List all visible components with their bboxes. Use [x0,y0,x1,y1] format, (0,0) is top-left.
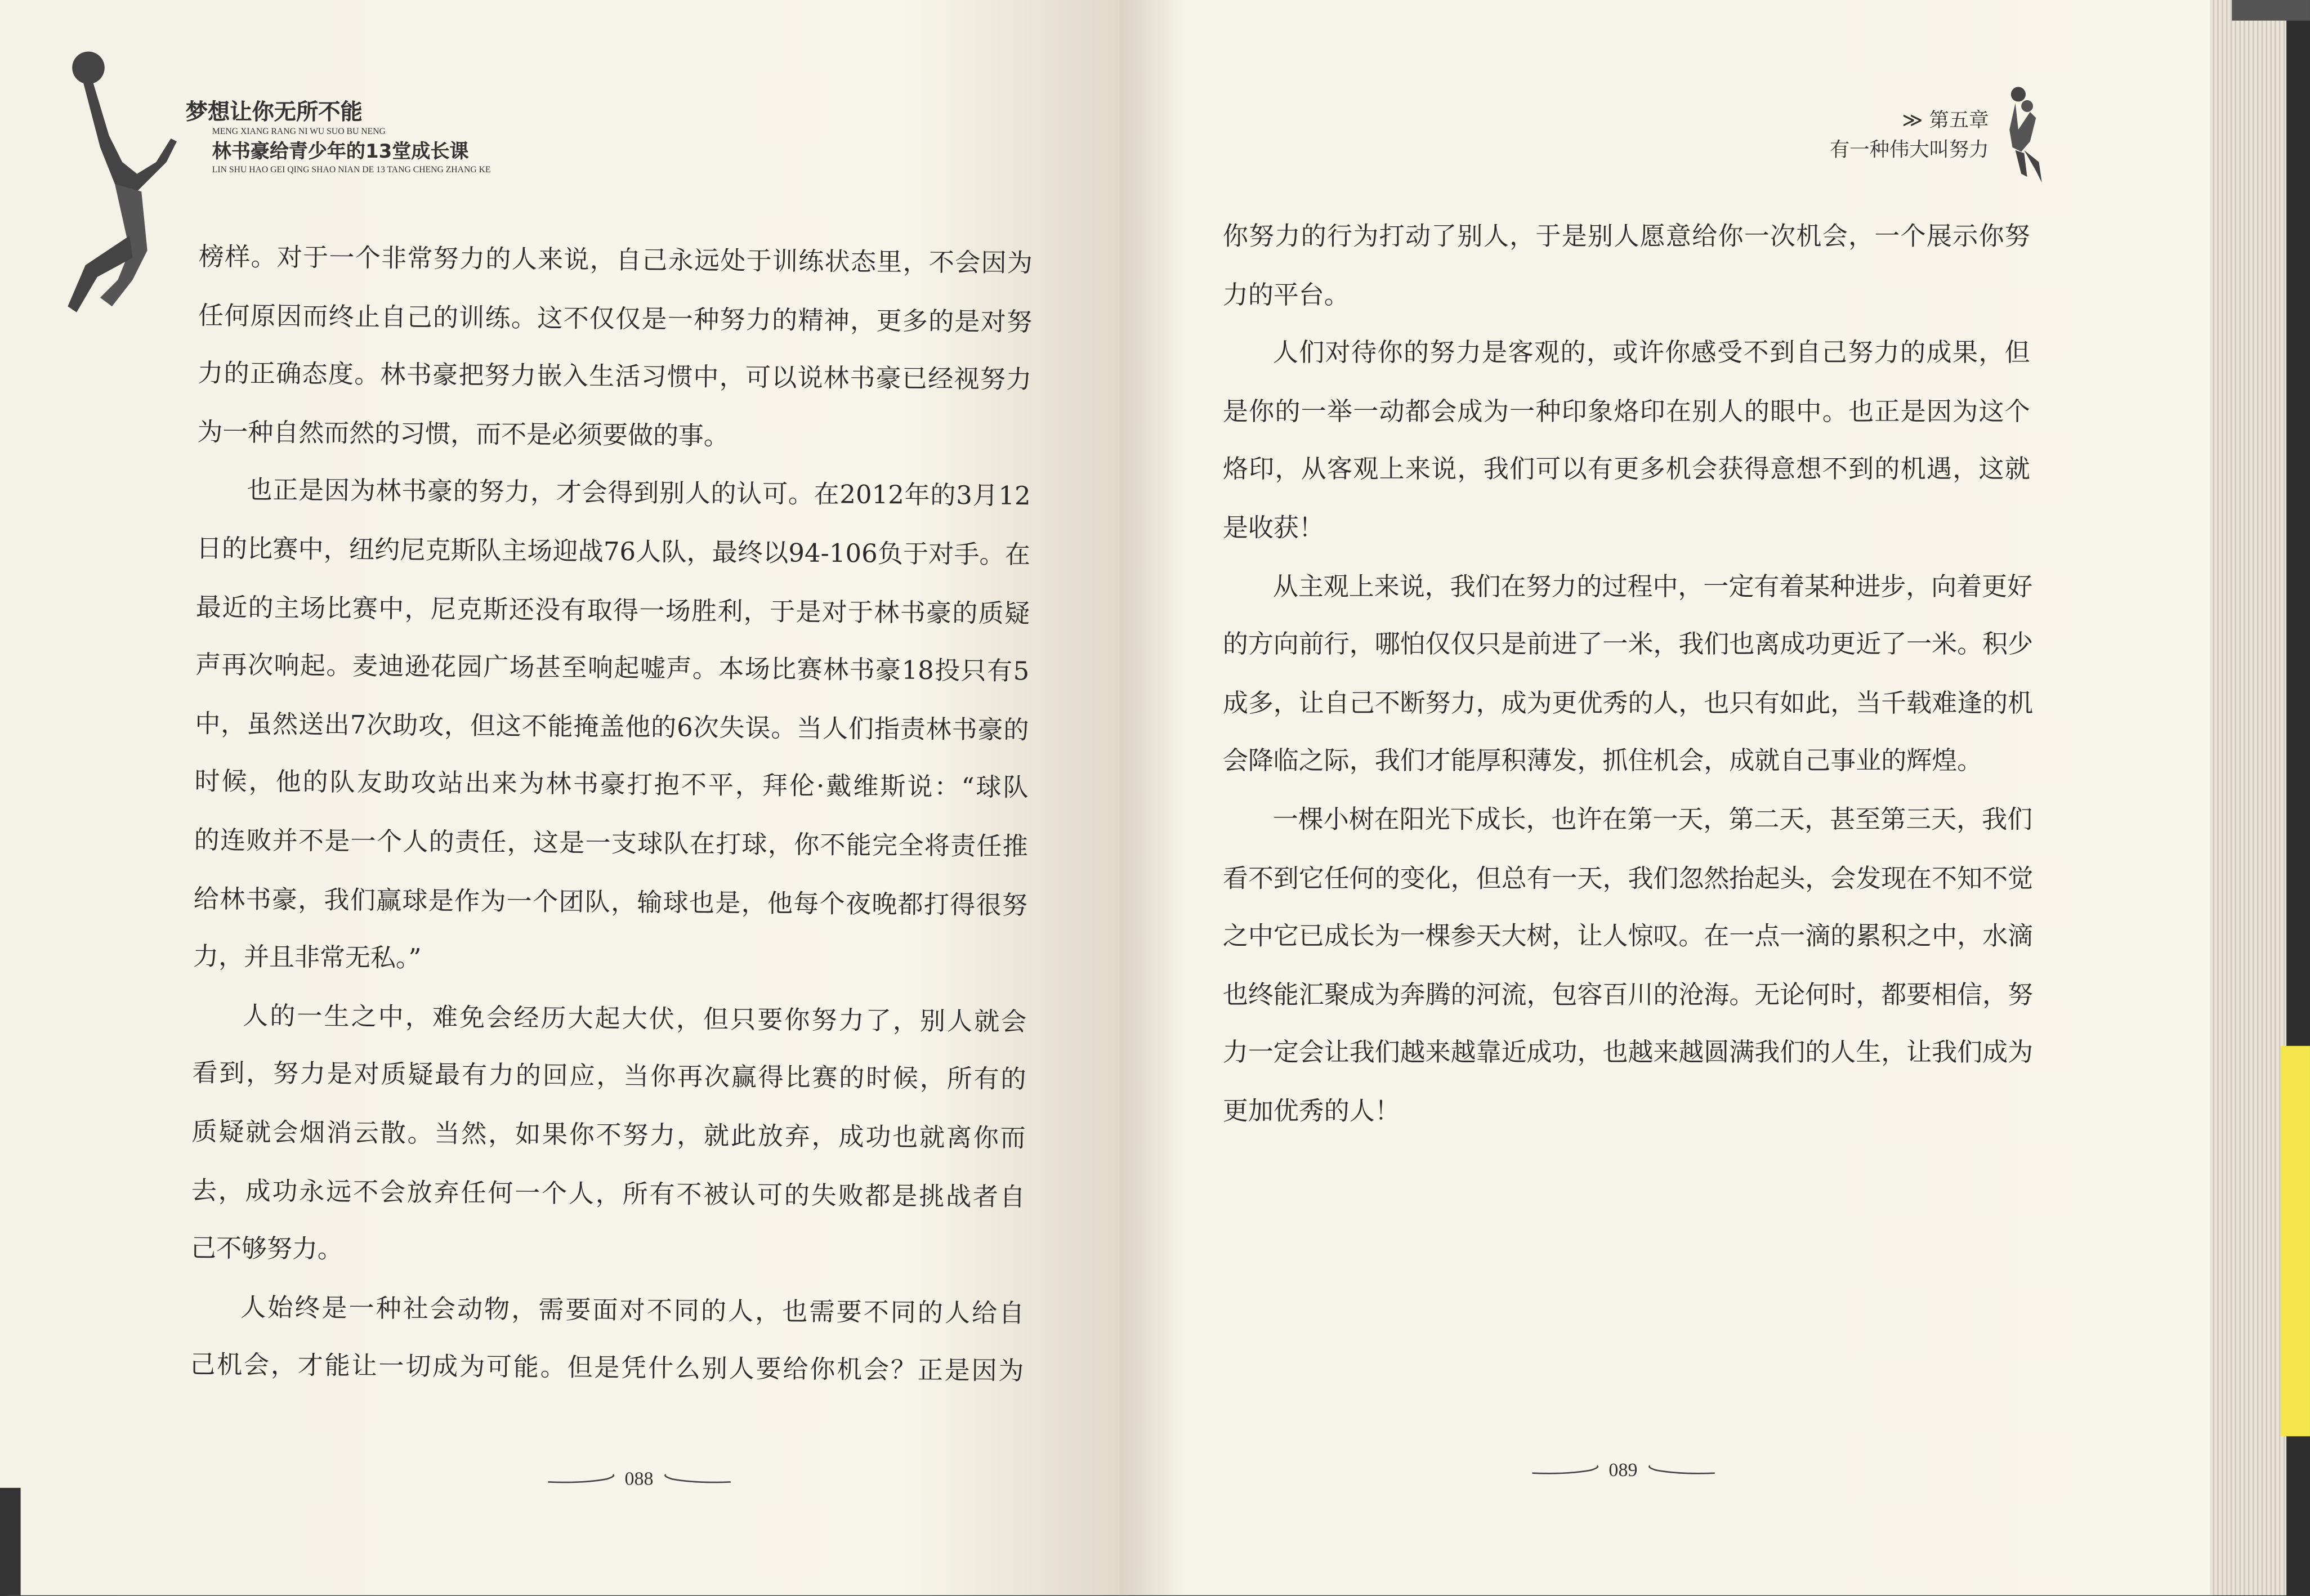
paragraph [197,230,1033,470]
paragraph [1223,326,2030,559]
chapter-number: ≫ 第五章 [1902,109,1989,133]
book-subtitle: 林书豪给青少年的13堂成长课 [212,141,469,164]
paragraph [193,463,1031,995]
paragraph [1223,209,2030,326]
text-line: 一棵小树在阳光下成长，也许在第一天，第二天，甚至第三天，我们 [1272,806,2033,835]
text-line: 人们对待你的努力是客观的，或许你感受不到自己努力的成果，但 [1272,339,2030,369]
text-line: 己不够努力。 [190,1234,343,1266]
scan-edge [2232,0,2310,21]
book-title: 梦想让你无所不能 [185,99,363,126]
paragraph [1222,559,2034,792]
paragraph [190,1280,1025,1403]
text-line: 己机会，才能让一切成为可能。但是凭什么别人要给你机会？正是因为 [190,1351,1024,1388]
text-line: 是收获！ [1222,514,1324,544]
left-page [0,0,1128,1595]
text-line: 从主观上来说，我们在努力的过程中，一定有着某种进步，向着更好 [1272,572,2033,602]
text-line: 烙印，从客观上来说，我们可以有更多机会获得意想不到的机遇，这就 [1222,455,2030,485]
text-line: 榜样。对于一个非常努力的人来说，自己永远处于训练状态里，不会因为 [198,243,1033,279]
text-line: 看到，努力是对质疑最有力的回应，当你再次赢得比赛的时候，所有的 [192,1059,1026,1096]
left-page-body [190,230,1033,1403]
right-page [1120,0,2213,1595]
text-line: 最近的主场比赛中，尼克斯还没有取得一场胜利，于是对于林书豪的质疑 [195,593,1030,629]
ornament-right-icon [659,1473,730,1485]
text-line: 为一种自然而然的习惯，而不是必须要做的事。 [197,418,730,452]
basketball-player-silhouette-icon [2000,86,2048,189]
sticky-note-tab [2281,1046,2310,1436]
page-number-089 [1532,1459,1714,1482]
text-line: 会降临之际，我们才能厚积薄发，抓住机会，成就自己事业的辉煌。 [1222,747,1983,777]
text-line: 给林书豪，我们赢球是作为一个团队，输球也是，他每个夜晚都打得很努 [193,884,1028,921]
text-line: 声再次响起。麦迪逊花园广场甚至响起嘘声。本场比赛林书豪18投只有5 [195,651,1030,687]
text-line: 人始终是一种社会动物，需要面对不同的人，也需要不同的人给自 [240,1293,1025,1329]
text-line: 力的正确态度。林书豪把努力嵌入生活习惯中，可以说林书豪已经视努力 [198,359,1032,396]
text-line: 成多，让自己不断努力，成为更优秀的人，也只有如此，当千载难逢的机 [1222,689,2034,719]
text-line: 也正是因为林书豪的努力，才会得到别人的认可。在2012年的3月12 [247,476,1031,513]
text-line: 的方向前行，哪怕仅仅只是前进了一米，我们也离成功更近了一米。积少 [1222,631,2034,660]
page-number: 089 [1608,1458,1638,1481]
text-line: 去，成功永远不会放弃任何一个人，所有不被认可的失败都是挑战者自 [191,1176,1026,1213]
chapter-title: 有一种伟大叫努力 [1829,138,1989,162]
text-line: 也终能汇聚成为奔腾的河流，包容百川的沧海。无论何时，都要相信，努 [1222,980,2034,1011]
basketball-player-silhouette-icon [56,44,196,324]
paragraph [191,988,1027,1286]
text-line: 看不到它任何的变化，但总有一天，我们忽然抬起头，会发现在不知不觉 [1222,864,2034,894]
text-line: 是你的一举一动都会成为一种印象烙印在别人的眼中。也正是因为这个 [1222,397,2030,427]
text-line: 人的一生之中，难免会经历大起大伏，但只要你努力了，别人就会 [243,1002,1027,1038]
text-line: 之中它已成长为一棵参天大树，让人惊叹。在一点一滴的累积之中，水滴 [1222,922,2034,952]
page-number-088 [548,1467,730,1491]
text-line: 时候，他的队友助攻站出来为林书豪打抱不平，拜伦·戴维斯说：“球队 [194,768,1029,804]
text-line: 日的比赛中，纽约尼克斯队主场迎战76人队，最终以94-106负于对手。在 [196,534,1031,571]
text-line: 质疑就会烟消云散。当然，如果你不努力，就此放弃，成功也就离你而 [191,1117,1026,1154]
text-line: 更加优秀的人！ [1222,1097,1400,1127]
page-number: 088 [624,1467,654,1490]
scan-edge [0,1488,21,1595]
text-line: 你努力的行为打动了别人，于是别人愿意给你一次机会，一个展示你努 [1222,222,2030,252]
text-line: 力一定会让我们越来越靠近成功，也越来越圆满我们的人生，让我们成为 [1222,1039,2034,1069]
text-line: 中，虽然送出7次助攻，但这不能掩盖他的6次失误。当人们指责林书豪的 [195,709,1029,746]
book-subtitle-pinyin: LIN SHU HAO GEI QING SHAO NIAN DE 13 TANG CHENG ZHANG KE [212,166,491,176]
ornament-left-icon [548,1473,619,1485]
ornament-right-icon [1643,1464,1714,1476]
text-line: 力，并且非常无私。” [193,942,422,974]
text-line: 的连败并不是一个人的责任，这是一支球队在打球，你不能完全将责任推 [194,826,1028,862]
ornament-left-icon [1532,1464,1603,1476]
right-page-body [1222,209,2034,1143]
book-title-pinyin: MENG XIANG RANG NI WU SUO BU NENG [212,128,386,137]
text-line: 任何原因而终止自己的训练。这不仅仅是一种努力的精神，更多的是对努 [198,301,1033,338]
paragraph [1222,793,2034,1143]
page-edges [2210,0,2286,1595]
text-line: 力的平台。 [1222,280,1350,311]
